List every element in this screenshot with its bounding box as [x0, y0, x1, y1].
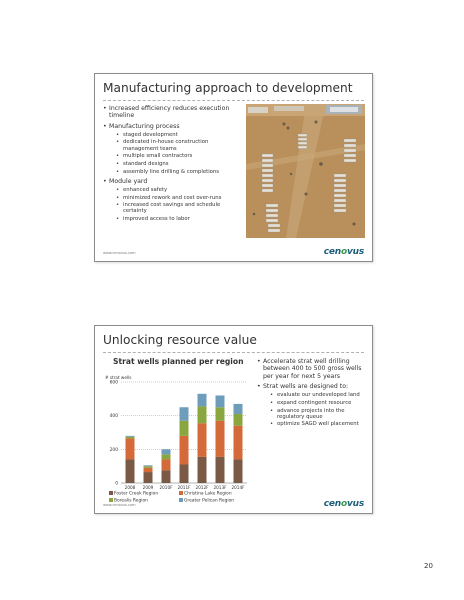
legend-swatch — [179, 491, 183, 495]
legend-item — [179, 498, 234, 504]
bar-segment — [234, 404, 243, 414]
sub-bullet: • minimized rework and cost over-runs — [109, 195, 243, 201]
bar-segment — [198, 457, 207, 483]
legend-item — [179, 491, 232, 497]
bar-segment — [162, 470, 171, 483]
bar-segment — [216, 407, 225, 420]
sub-bullet: • increased cost savings and schedule certainty — [109, 202, 243, 214]
legend-swatch — [179, 498, 183, 502]
bullet-item — [103, 178, 243, 222]
bullet-list — [257, 358, 369, 431]
bar-segment — [180, 436, 189, 465]
x-tick-label: 2011F — [177, 485, 191, 490]
bar-segment — [144, 468, 153, 472]
sub-bullet: • staged development — [109, 132, 243, 138]
bullet-item — [103, 123, 243, 175]
x-tick-label: 2010F — [159, 485, 173, 490]
slide-resource-value — [94, 325, 373, 514]
y-tick-label: 0 — [115, 481, 118, 487]
slide-manufacturing — [94, 73, 373, 262]
bar-segment — [234, 426, 243, 460]
bar-segment — [216, 457, 225, 483]
chart-svg — [101, 352, 253, 492]
legend-swatch — [109, 491, 113, 495]
bar-segment — [162, 459, 171, 470]
legend-label: Greater Pelican Region — [184, 498, 235, 504]
slide-title: Unlocking resource value — [103, 333, 257, 347]
y-tick-label: 600 — [109, 380, 118, 386]
bar-segment — [144, 466, 153, 468]
bar-segment — [180, 421, 189, 436]
page-number: 20 — [424, 562, 433, 570]
y-axis-label: # strat wells — [105, 375, 132, 380]
sub-bullet: • expand contingent resource — [263, 400, 369, 406]
bullet-text: Manufacturing process — [109, 122, 180, 130]
x-tick-label: 2013F — [213, 485, 227, 490]
x-tick-label: 2009 — [142, 485, 154, 490]
bar-segment — [162, 449, 171, 454]
sub-bullet: • advance projects into the regulatory queue — [263, 408, 369, 420]
bar-segment — [198, 394, 207, 407]
bar-segment — [126, 437, 135, 439]
bar-segment — [198, 423, 207, 457]
bar-segment — [126, 438, 135, 459]
bar-segment — [234, 414, 243, 426]
legend-swatch — [109, 498, 113, 502]
bullet-item — [257, 358, 369, 380]
aerial-site-photo — [246, 104, 365, 238]
title-divider — [103, 100, 364, 101]
sub-bullet: • standard designs — [109, 161, 243, 167]
x-tick-label: 2012F — [195, 485, 209, 490]
footer-url: www.cenovus.com — [103, 251, 136, 255]
bar-segment — [144, 472, 153, 483]
bar-segment — [198, 406, 207, 423]
sub-bullet: • optimize SAGD well placement — [263, 421, 369, 427]
y-tick-label: 200 — [109, 447, 118, 453]
bar-segment — [162, 454, 171, 459]
bullet-text: Accelerate strat well drilling between 400 to 500 gross wells per year for next 5 years — [263, 358, 362, 380]
bar-segment — [180, 464, 189, 483]
footer-url: www.cenovus.com — [103, 503, 136, 507]
strat-wells-chart — [101, 352, 253, 507]
bullet-item — [103, 105, 243, 120]
sub-bullet: • dedicated in-house construction management teams — [109, 139, 243, 151]
bar-segment — [216, 421, 225, 457]
slide-title: Manufacturing approach to development — [103, 81, 353, 95]
cenovus-logo: cenovus — [323, 247, 364, 257]
chart-title: Strat wells planned per region — [113, 357, 244, 366]
legend-item — [109, 491, 158, 497]
bar-segment — [126, 436, 135, 437]
sub-bullet: • multiple small contractors — [109, 153, 243, 159]
sub-bullet: • assembly line drilling & completions — [109, 169, 243, 175]
bullet-text: Module yard — [109, 177, 148, 185]
bullet-text: Strat wells are designed to: — [263, 383, 349, 391]
legend-label: Christina Lake Region — [184, 491, 232, 497]
bullet-list — [103, 105, 243, 225]
bar-segment — [216, 395, 225, 407]
bar-segment — [180, 407, 189, 420]
x-tick-label: 2014F — [231, 485, 245, 490]
bar-segment — [234, 459, 243, 483]
sub-bullet: • enhanced safety — [109, 187, 243, 193]
sub-bullet: • improved access to labor — [109, 216, 243, 222]
cenovus-logo: cenovus — [323, 499, 364, 509]
bar-segment — [126, 459, 135, 483]
y-tick-label: 400 — [109, 414, 118, 420]
legend-label: Foster Creek Region — [114, 491, 159, 497]
bullet-item — [257, 383, 369, 427]
bar-segment — [144, 465, 153, 466]
sub-bullet: • evaluate our undeveloped land — [263, 392, 369, 398]
x-tick-label: 2008 — [124, 485, 136, 490]
aerial-photo-graphic — [246, 104, 365, 238]
legend-label: Borealis Region — [114, 498, 148, 504]
bullet-text: Increased efficiency reduces execution timeline — [109, 105, 230, 120]
